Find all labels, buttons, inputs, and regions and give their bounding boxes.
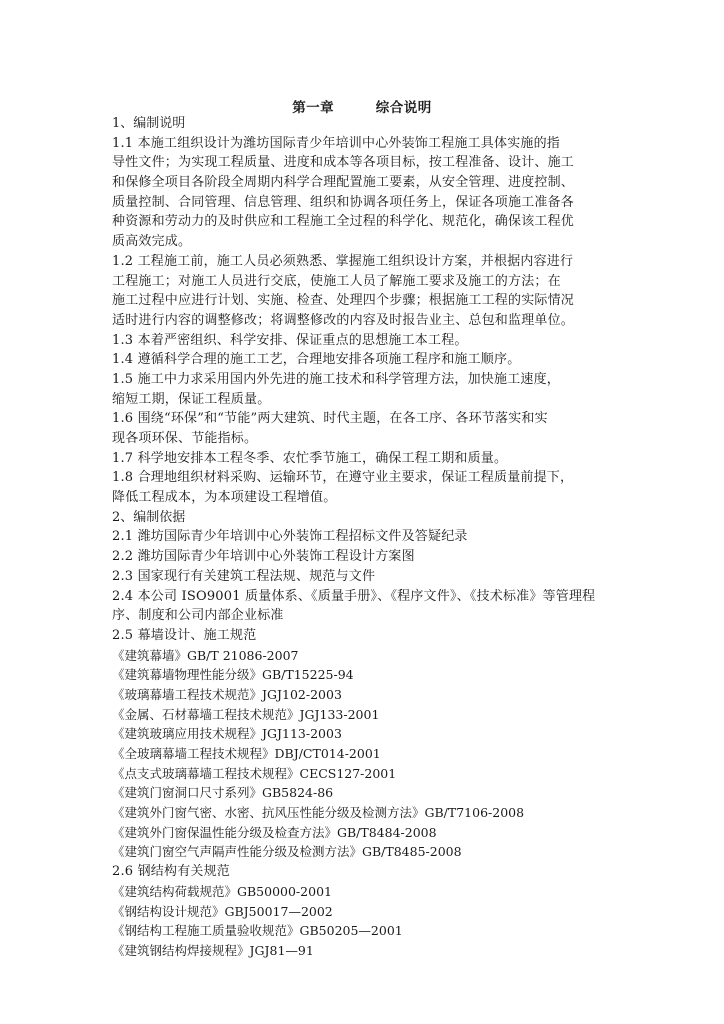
- paragraph-line: 2.3 国家现行有关建筑工程法规、规范与文件: [112, 568, 376, 584]
- paragraph-line: 2.5 幕墙设计、施工规范: [112, 627, 257, 643]
- standard-reference: 《建筑玻璃应用技术规程》JGJ113-2003: [112, 726, 342, 742]
- paragraph-line: 和保修全项目各阶段全周期内科学合理配置施工要素，从安全管理、进度控制、: [112, 175, 575, 191]
- standard-reference: 《金属、石材幕墙工程技术规范》JGJ133-2001: [112, 706, 380, 722]
- standard-reference: 《钢结构工程施工质量验收规范》GB50205—2001: [112, 923, 403, 939]
- standard-reference: 《建筑门窗空气声隔声性能分级及检测方法》GB/T8485-2008: [112, 844, 462, 860]
- paragraph-line: 缩短工期，保证工程质量。: [112, 391, 271, 407]
- standard-reference: 《建筑钢结构焊接规程》JGJ81—91: [112, 942, 314, 958]
- paragraph-line: 施工过程中应进行计划、实施、检查、处理四个步骤；根据施工工程的实际情况: [112, 293, 575, 309]
- paragraph-line: 种资源和劳动力的及时供应和工程施工全过程的科学化、规范化，确保该工程优: [112, 214, 575, 230]
- document-body: [112, 114, 616, 961]
- standard-reference: 《全玻璃幕墙工程技术规程》DBJ/CT014-2001: [112, 746, 381, 761]
- standard-reference: 《建筑外门窗气密、水密、抗风压性能分级及检测方法》GB/T7106-2008: [112, 805, 525, 821]
- paragraph-line: 1.2 工程施工前，施工人员必须熟悉、掌握施工组织设计方案，并根据内容进行: [112, 253, 574, 269]
- standard-reference: 《建筑结构荷载规范》GB50000-2001: [112, 883, 332, 899]
- standard-reference: 《玻璃幕墙工程技术规范》JGJ102-2003: [112, 686, 342, 702]
- paragraph-line: 导性文件；为实现工程质量、进度和成本等各项目标，按工程准备、设计、施工: [112, 155, 575, 171]
- standard-reference: 《点支式玻璃幕墙工程技术规程》CECS127-2001: [112, 765, 397, 781]
- paragraph-line: 1.3 本着严密组织、科学安排、保证重点的思想施工本工程。: [112, 332, 468, 348]
- paragraph-line: 1.4 遵循科学合理的施工工艺，合理地安排各项施工程序和施工顺序。: [112, 352, 521, 368]
- standard-reference: 《建筑外门窗保温性能分级及检查方法》GB/T8484-2008: [112, 824, 437, 840]
- paragraph-line: 2.2 潍坊国际青少年培训中心外装饰工程设计方案图: [112, 549, 415, 565]
- paragraph-line: 2.1 潍坊国际青少年培训中心外装饰工程招标文件及答疑纪录: [112, 529, 468, 545]
- section-heading: 1、编制说明: [112, 116, 186, 131]
- paragraph-line: 质量控制、合同管理、信息管理、组织和协调各项任务上，保证各项施工准备各: [112, 194, 575, 210]
- paragraph-line: 现各项环保、节能指标。: [112, 431, 258, 446]
- paragraph-line: 1.5 施工中力求采用国内外先进的施工技术和科学管理方法，加快施工速度，: [112, 371, 561, 387]
- paragraph-line: 2.4 本公司 ISO9001 质量体系、《质量手册》、《程序文件》、《技术标准》等管理程: [112, 588, 596, 604]
- paragraph-line: 序、制度和公司内部企业标准: [112, 608, 284, 624]
- standard-reference: 《建筑门窗洞口尺寸系列》GB5824-86: [112, 785, 334, 801]
- chapter-title: 第一章 综合说明: [292, 100, 432, 116]
- paragraph-line: 1.8 合理地组织材料采购、运输环节，在遵守业主要求，保证工程质量前提下，: [112, 470, 574, 486]
- standard-reference: 《钢结构设计规范》GBJ50017—2002: [112, 903, 333, 919]
- section-heading: 2、编制依据: [112, 509, 186, 525]
- paragraph-line: 降低工程成本，为本项建设工程增值。: [112, 490, 337, 506]
- paragraph-line: 1.6 围绕“环保”和“节能”两大建筑、时代主题，在各工序、各环节落实和实: [112, 411, 548, 427]
- paragraph-line: 适时进行内容的调整修改；将调整修改的内容及时报告业主、总包和监理单位。: [112, 312, 575, 328]
- paragraph-line: 质高效完成。: [112, 234, 192, 250]
- paragraph-line: 1.1 本施工组织设计为潍坊国际青少年培训中心外装饰工程施工具体实施的指: [112, 135, 561, 151]
- paragraph-line: 2.6 钢结构有关规范: [112, 864, 231, 880]
- standard-reference: 《建筑幕墙物理性能分级》GB/T15225-94: [112, 667, 354, 683]
- paragraph-line: 工程施工；对施工人员进行交底，使施工人员了解施工要求及施工的方法；在: [112, 273, 561, 289]
- paragraph-line: 1.7 科学地安排本工程冬季、农忙季节施工，确保工程工期和质量。: [112, 450, 508, 466]
- standard-reference: 《建筑幕墙》GB/T 21086-2007: [112, 647, 299, 663]
